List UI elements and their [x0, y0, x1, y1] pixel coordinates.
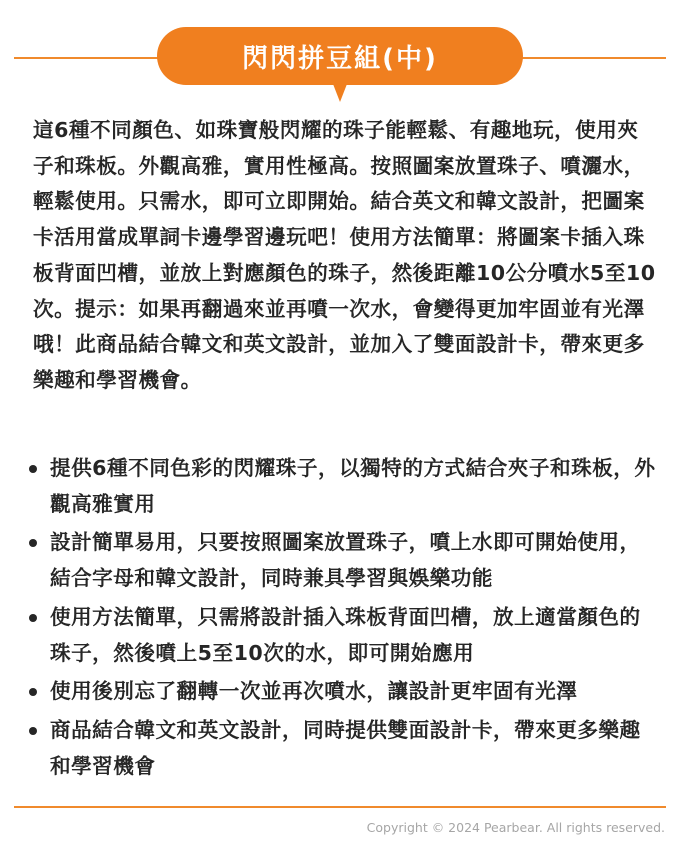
- feature-list: [0, 451, 680, 787]
- feature-text: 商品結合韓文和英文設計，同時提供雙面設計卡，帶來更多樂趣和學習機會: [50, 717, 641, 778]
- feature-item: [0, 713, 680, 784]
- bullet-icon: [29, 727, 37, 735]
- product-description: 這6種不同顏色、如珠寶般閃耀的珠子能輕鬆、有趣地玩，使用夾子和珠板。外觀高雅，實用性極高。按照圖案放置珠子、噴灑水，輕鬆使用。只需水，即可立即開始。結合英文和韓文設計，把圖案卡活用當成單詞卡邊學習邊玩吧！使用方法簡單：將圖案卡插入珠板背面凹槽，並放上對應顏色的珠子，然後距離10公分噴水5至10次。提示：如果再翻過來並再噴一次水，會變得更加牢固並有光澤哦！此商品結合韓文和英文設計，並加入了雙面設計卡，帶來更多樂趣和學習機會。: [33, 118, 656, 392]
- bullet-icon: [29, 614, 37, 622]
- bullet-icon: [29, 539, 37, 547]
- copyright-notice: Copyright © 2024 Pearbear. All rights reserved.: [366, 820, 665, 835]
- feature-text: 設計簡單易用，只要按照圖案放置珠子，噴上水即可開始使用，結合字母和韓文設計，同時兼具學習與娛樂功能: [50, 530, 641, 591]
- feature-item: [0, 451, 680, 522]
- feature-text: 使用方法簡單，只需將設計插入珠板背面凹槽，放上適當顏色的珠子，然後噴上5至10次的水，即可開始應用: [50, 604, 641, 665]
- title-banner: [157, 27, 523, 85]
- page-title: 閃閃拼豆組(中): [242, 43, 438, 74]
- feature-text: 提供6種不同色彩的閃耀珠子，以獨特的方式結合夾子和珠板，外觀高雅實用: [50, 456, 656, 516]
- feature-item: [0, 525, 680, 596]
- feature-text: 使用後別忘了翻轉一次並再次噴水，讓設計更牢固有光澤: [50, 679, 578, 704]
- bullet-icon: [29, 465, 37, 473]
- feature-item: [0, 674, 680, 710]
- footer-divider: [14, 806, 666, 808]
- bullet-icon: [29, 688, 37, 696]
- feature-item: [0, 600, 680, 671]
